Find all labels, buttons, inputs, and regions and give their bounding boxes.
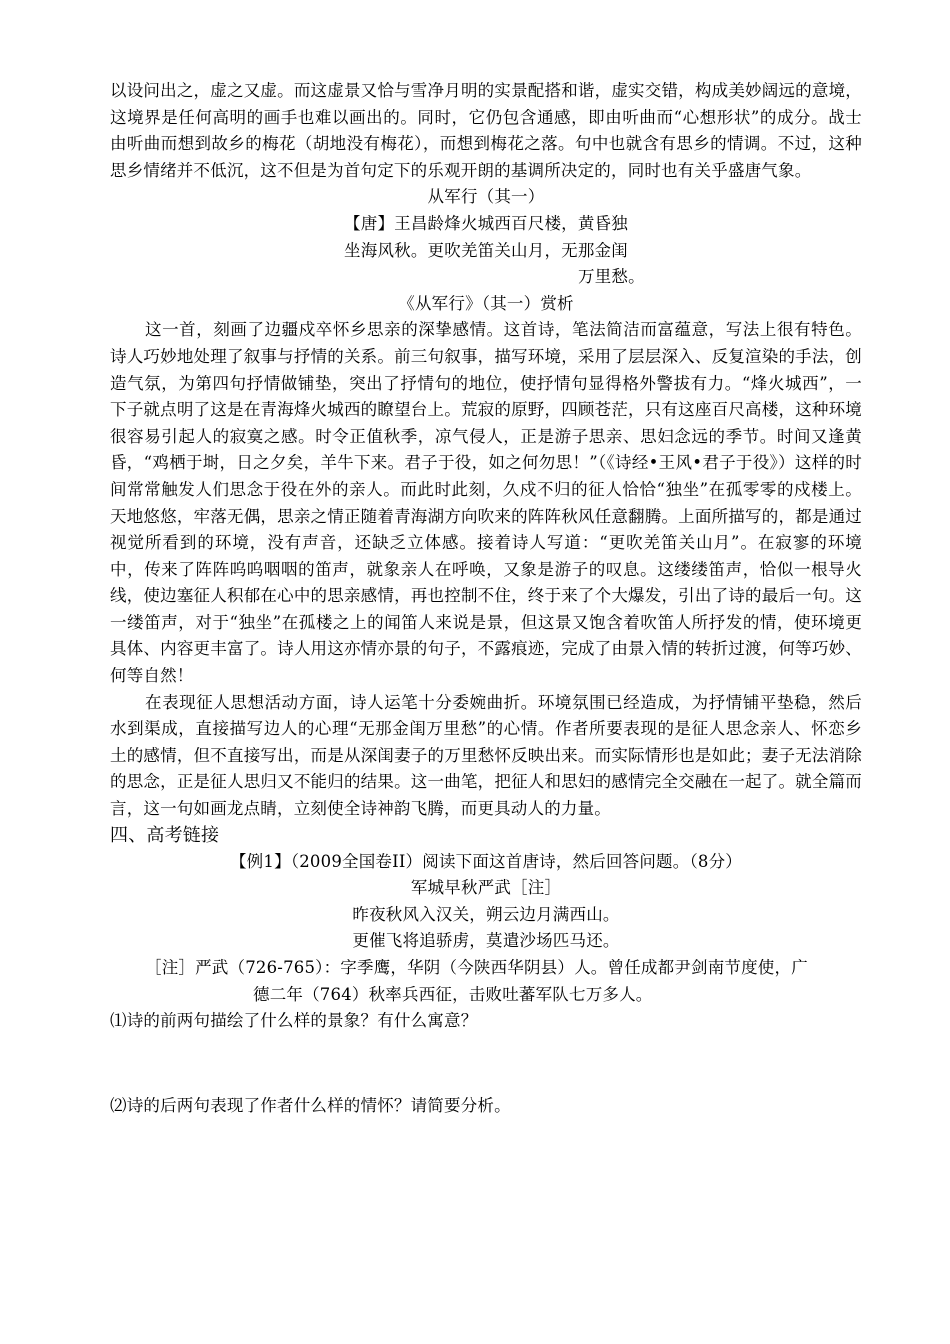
- poem1-line1: 【唐】王昌龄烽火城西百尺楼，黄昏独: [344, 213, 628, 233]
- example1-heading: 【例1】（2009全国卷II）阅读下面这首唐诗，然后回答问题。（8分）: [229, 851, 743, 871]
- poem2-title: 军城早秋严武［注］: [410, 878, 562, 898]
- analysis-title: 《从军行》（其一）赏析: [398, 293, 574, 313]
- section-heading-gaokao: 四、高考链接: [110, 824, 220, 846]
- question-2: ⑵诗的后两句表现了作者什么样的情怀？请简要分析。: [110, 1095, 511, 1115]
- document-page: [110, 78, 862, 1119]
- poem2-note-line1: ［注］严武（726-765）：字季鹰，华阴（今陕西华阴县）人。曾任成都尹剑南节度使，广: [145, 958, 808, 977]
- question-1: ⑴诗的前两句描绘了什么样的景象？有什么寓意？: [110, 1011, 478, 1031]
- poem2-note-line2: 德二年（764）秋率兵西征，击败吐蕃军队七万多人。: [253, 984, 653, 1004]
- intro-paragraph: 以设问出之，虚之又虚。而这虚景又恰与雪净月明的实景配搭和谐，虚实交错，构成美妙阔远的意境，这境界是任何高明的画手也难以画出的。同时，它仍包含通感，即由听曲而“心想形状”的成分。战士由听曲而想到故乡的梅花（胡地没有梅花），而想到梅花之落。句中也就含有思乡的情调。不过，这种思乡情绪并不低沉，这不但是为首句定下的乐观开朗的基调所决定的，同时也有关乎盛唐气象。: [110, 81, 862, 180]
- poem1-title: 从军行（其一）: [427, 187, 545, 207]
- poem1-line3: 万里愁。: [578, 267, 645, 287]
- analysis-paragraph-1: 这一首，刻画了边疆戍卒怀乡思亲的深挚感情。这首诗，笔法简洁而富蕴意，写法上很有特色。诗人巧妙地处理了叙事与抒情的关系。前三句叙事，描写环境，采用了层层深入、反复渲染的手法，创造气氛，为第四句抒情做铺垫，突出了抒情句的地位，使抒情句显得格外警拔有力。“烽火城西”，一下子就点明了这是在青海烽火城西的瞭望台上。荒寂的原野，四顾苍茫，只有这座百尺高楼，这种环境很容易引起人的寂寞之感。时令正值秋季，凉气侵人，正是游子思亲、思妇念远的季节。时间又逢黄昏，“鸡栖于埘，日之夕矣，羊牛下来。君子于役，如之何勿思！”（《诗经•王风•君子于役》）这样的时间常常触发人们思念于役在外的亲人。而此时此刻，久戍不归的征人恰恰“独坐”在孤零零的戍楼上。天地悠悠，牢落无偶，思亲之情正随着青海湖方向吹来的阵阵秋风任意翻腾。上面所描写的，都是通过视觉所看到的环境，没有声音，还缺乏立体感。接着诗人写道：“更吹羌笛关山月”。在寂寥的环境中，传来了阵阵呜呜咽咽的笛声，就象亲人在呼唤，又象是游子的叹息。这缕缕笛声，恰似一根导火线，使边塞征人积郁在心中的思亲感情，再也控制不住，终于来了个大爆发，引出了诗的最后一句。这一缕笛声，对于“独坐”在孤楼之上的闻笛人来说是景，但这景又饱含着吹笛人所抒发的情，使环境更具体、内容更丰富了。诗人用这亦情亦景的句子，不露痕迹，完成了由景入情的转折过渡，何等巧妙、何等自然！: [110, 320, 862, 686]
- analysis-paragraph-2: 在表现征人思想活动方面，诗人运笔十分委婉曲折。环境氛围已经造成，为抒情铺平垫稳，然后水到渠成，直接描写边人的心理“无那金闺万里愁”的心情。作者所要表现的是征人思念亲人、怀恋乡土的感情，但不直接写出，而是从深闺妻子的万里愁怀反映出来。而实际情形也是如此；妻子无法消除的思念，正是征人思归又不能归的结果。这一曲笔，把征人和思妇的感情完全交融在一起了。就全篇而言，这一句如画龙点睛，立刻使全诗神韵飞腾，而更具动人的力量。: [110, 692, 862, 819]
- poem2-line2: 更催飞将追骄虏，莫遣沙场匹马还。: [352, 931, 620, 951]
- poem2-line1: 昨夜秋风入汉关，朔云边月满西山。: [352, 904, 620, 924]
- poem1-line2: 坐海风秋。更吹羌笛关山月，无那金闺: [344, 240, 628, 260]
